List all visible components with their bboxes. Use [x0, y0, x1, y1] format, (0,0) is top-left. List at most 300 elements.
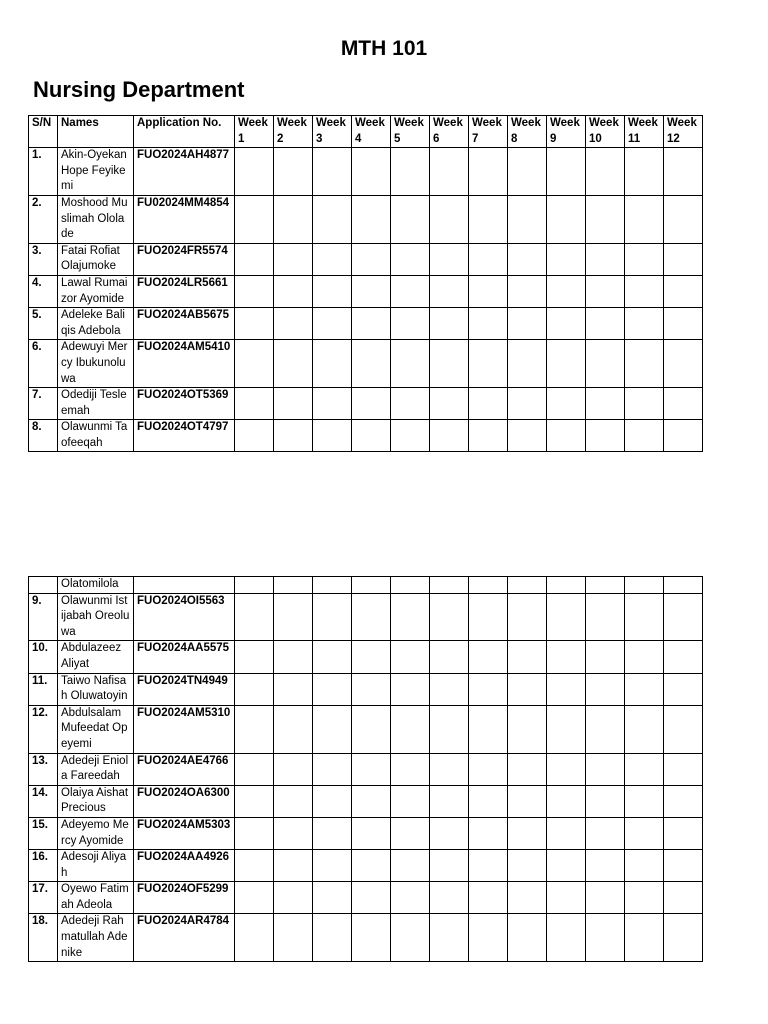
- week-cell: [547, 420, 586, 452]
- table-row: [29, 641, 703, 673]
- week-cell: [469, 593, 508, 641]
- week-cell: [391, 753, 430, 785]
- week-cell: [469, 195, 508, 243]
- week-cell: [547, 641, 586, 673]
- week-cell: [391, 275, 430, 307]
- header-week-5: Week 5: [391, 116, 430, 148]
- application-cell: FUO2024AE4766: [134, 753, 235, 785]
- week-cell: [352, 785, 391, 817]
- sn-cell: 2.: [29, 195, 58, 243]
- table-row: [29, 593, 703, 641]
- application-cell: FUO2024AB5675: [134, 308, 235, 340]
- week-cell: [313, 641, 352, 673]
- department-title: Nursing Department: [33, 77, 245, 102]
- sn-cell: 16.: [29, 850, 58, 882]
- sn-cell: 5.: [29, 308, 58, 340]
- week-cell: [430, 673, 469, 705]
- week-cell: [430, 705, 469, 753]
- week-cell: [625, 785, 664, 817]
- application-cell: FUO2024TN4949: [134, 673, 235, 705]
- application-cell: FU02024MM4854: [134, 195, 235, 243]
- sn-cell: 15.: [29, 817, 58, 849]
- application-cell: FUO2024FR5574: [134, 243, 235, 275]
- week-cell: [625, 673, 664, 705]
- week-cell: [664, 850, 703, 882]
- week-cell: [625, 850, 664, 882]
- week-cell: [352, 850, 391, 882]
- week-cell: [586, 593, 625, 641]
- week-cell: [235, 705, 274, 753]
- table-row: [29, 275, 703, 307]
- table-row: [29, 388, 703, 420]
- week-cell: [352, 243, 391, 275]
- week-cell: [391, 148, 430, 196]
- week-cell: [313, 243, 352, 275]
- week-cell: [430, 785, 469, 817]
- application-cell: FUO2024OT4797: [134, 420, 235, 452]
- week-cell: [274, 593, 313, 641]
- week-cell: [586, 577, 625, 594]
- sn-cell: 7.: [29, 388, 58, 420]
- week-cell: [664, 817, 703, 849]
- week-cell: [508, 195, 547, 243]
- week-cell: [352, 882, 391, 914]
- name-cell: Taiwo Nafisah Oluwatoyin: [58, 673, 134, 705]
- week-cell: [625, 275, 664, 307]
- week-cell: [430, 420, 469, 452]
- week-cell: [625, 195, 664, 243]
- week-cell: [664, 593, 703, 641]
- week-cell: [274, 195, 313, 243]
- week-cell: [430, 388, 469, 420]
- week-cell: [625, 148, 664, 196]
- week-cell: [586, 850, 625, 882]
- week-cell: [508, 340, 547, 388]
- week-cell: [352, 420, 391, 452]
- week-cell: [469, 753, 508, 785]
- week-cell: [664, 785, 703, 817]
- week-cell: [586, 420, 625, 452]
- week-cell: [469, 308, 508, 340]
- name-cell: Olawunmi Istijabah Oreoluwa: [58, 593, 134, 641]
- week-cell: [391, 420, 430, 452]
- table-row: [29, 705, 703, 753]
- table-row: [29, 420, 703, 452]
- week-cell: [430, 195, 469, 243]
- week-cell: [235, 641, 274, 673]
- week-cell: [547, 388, 586, 420]
- week-cell: [547, 275, 586, 307]
- week-cell: [235, 753, 274, 785]
- week-cell: [508, 850, 547, 882]
- header-week-1: Week 1: [235, 116, 274, 148]
- attendance-table-continued: [28, 576, 703, 962]
- week-cell: [469, 275, 508, 307]
- week-cell: [508, 243, 547, 275]
- week-cell: [586, 882, 625, 914]
- week-cell: [547, 850, 586, 882]
- table-row: [29, 340, 703, 388]
- week-cell: [547, 340, 586, 388]
- table-row: [29, 753, 703, 785]
- week-cell: [625, 705, 664, 753]
- week-cell: [352, 275, 391, 307]
- week-cell: [235, 673, 274, 705]
- week-cell: [274, 850, 313, 882]
- week-cell: [391, 785, 430, 817]
- week-cell: [274, 705, 313, 753]
- table-row: [29, 673, 703, 705]
- week-cell: [547, 753, 586, 785]
- sn-cell: 4.: [29, 275, 58, 307]
- week-cell: [313, 850, 352, 882]
- application-cell: FUO2024LR5661: [134, 275, 235, 307]
- week-cell: [313, 705, 352, 753]
- week-cell: [313, 148, 352, 196]
- week-cell: [430, 148, 469, 196]
- week-cell: [313, 577, 352, 594]
- week-cell: [586, 673, 625, 705]
- week-cell: [664, 705, 703, 753]
- week-cell: [625, 420, 664, 452]
- week-cell: [235, 577, 274, 594]
- name-cell: Moshood Muslimah Ololade: [58, 195, 134, 243]
- week-cell: [391, 195, 430, 243]
- week-cell: [313, 308, 352, 340]
- week-cell: [352, 705, 391, 753]
- week-cell: [430, 850, 469, 882]
- week-cell: [547, 914, 586, 962]
- week-cell: [313, 593, 352, 641]
- week-cell: [547, 785, 586, 817]
- week-cell: [586, 308, 625, 340]
- week-cell: [313, 420, 352, 452]
- week-cell: [586, 705, 625, 753]
- header-sn: S/N: [29, 116, 58, 148]
- week-cell: [235, 195, 274, 243]
- table-row: [29, 914, 703, 962]
- week-cell: [547, 673, 586, 705]
- week-cell: [547, 593, 586, 641]
- week-cell: [469, 673, 508, 705]
- sn-cell: [29, 577, 58, 594]
- name-cell: Adeleke Baliqis Adebola: [58, 308, 134, 340]
- name-cell: Adedeji Eniola Fareedah: [58, 753, 134, 785]
- week-cell: [664, 420, 703, 452]
- week-cell: [430, 882, 469, 914]
- sn-cell: 12.: [29, 705, 58, 753]
- header-week-3: Week 3: [313, 116, 352, 148]
- week-cell: [586, 641, 625, 673]
- header-week-6: Week 6: [430, 116, 469, 148]
- week-cell: [391, 641, 430, 673]
- week-cell: [469, 850, 508, 882]
- week-cell: [391, 882, 430, 914]
- week-cell: [469, 641, 508, 673]
- week-cell: [235, 148, 274, 196]
- name-cell: Abdulazeez Aliyat: [58, 641, 134, 673]
- week-cell: [391, 914, 430, 962]
- week-cell: [235, 308, 274, 340]
- header-week-10: Week 10: [586, 116, 625, 148]
- sn-cell: 6.: [29, 340, 58, 388]
- week-cell: [391, 673, 430, 705]
- week-cell: [508, 882, 547, 914]
- application-cell: [134, 577, 235, 594]
- sn-cell: 14.: [29, 785, 58, 817]
- header-week-9: Week 9: [547, 116, 586, 148]
- header-week-4: Week 4: [352, 116, 391, 148]
- table-row: [29, 882, 703, 914]
- week-cell: [274, 785, 313, 817]
- week-cell: [469, 420, 508, 452]
- week-cell: [547, 882, 586, 914]
- week-cell: [352, 148, 391, 196]
- week-cell: [586, 340, 625, 388]
- week-cell: [352, 340, 391, 388]
- week-cell: [235, 882, 274, 914]
- week-cell: [508, 308, 547, 340]
- week-cell: [235, 243, 274, 275]
- week-cell: [430, 914, 469, 962]
- application-cell: FUO2024AM5410: [134, 340, 235, 388]
- week-cell: [508, 275, 547, 307]
- week-cell: [664, 275, 703, 307]
- week-cell: [586, 753, 625, 785]
- week-cell: [508, 420, 547, 452]
- name-cell: Lawal Rumaizor Ayomide: [58, 275, 134, 307]
- application-cell: FUO2024OF5299: [134, 882, 235, 914]
- week-cell: [664, 340, 703, 388]
- week-cell: [469, 882, 508, 914]
- week-cell: [391, 817, 430, 849]
- table-row: [29, 785, 703, 817]
- table-row: [29, 850, 703, 882]
- week-cell: [625, 882, 664, 914]
- week-cell: [352, 308, 391, 340]
- week-cell: [235, 388, 274, 420]
- week-cell: [586, 388, 625, 420]
- table-row: [29, 243, 703, 275]
- week-cell: [664, 753, 703, 785]
- week-cell: [664, 882, 703, 914]
- sn-cell: 10.: [29, 641, 58, 673]
- header-application-no: Application No.: [134, 116, 235, 148]
- week-cell: [274, 340, 313, 388]
- application-cell: FUO2024AR4784: [134, 914, 235, 962]
- name-cell: Abdulsalam Mufeedat Opeyemi: [58, 705, 134, 753]
- week-cell: [391, 340, 430, 388]
- name-cell: Olawunmi Taofeeqah: [58, 420, 134, 452]
- week-cell: [469, 340, 508, 388]
- week-cell: [664, 243, 703, 275]
- week-cell: [664, 673, 703, 705]
- week-cell: [469, 243, 508, 275]
- table-row: [29, 195, 703, 243]
- week-cell: [313, 340, 352, 388]
- week-cell: [391, 308, 430, 340]
- week-cell: [586, 148, 625, 196]
- week-cell: [625, 914, 664, 962]
- week-cell: [391, 850, 430, 882]
- week-cell: [508, 593, 547, 641]
- week-cell: [664, 195, 703, 243]
- name-cell: Olatomilola: [58, 577, 134, 594]
- sn-cell: 8.: [29, 420, 58, 452]
- week-cell: [274, 275, 313, 307]
- week-cell: [430, 817, 469, 849]
- week-cell: [625, 243, 664, 275]
- name-cell: Adeyemo Mercy Ayomide: [58, 817, 134, 849]
- header-week-2: Week 2: [274, 116, 313, 148]
- sn-cell: 13.: [29, 753, 58, 785]
- week-cell: [547, 148, 586, 196]
- week-cell: [547, 577, 586, 594]
- week-cell: [235, 420, 274, 452]
- week-cell: [625, 817, 664, 849]
- sn-cell: 11.: [29, 673, 58, 705]
- week-cell: [664, 308, 703, 340]
- name-cell: Odediji Tesleemah: [58, 388, 134, 420]
- week-cell: [469, 914, 508, 962]
- week-cell: [547, 243, 586, 275]
- week-cell: [664, 577, 703, 594]
- header-row: [29, 116, 703, 148]
- week-cell: [547, 195, 586, 243]
- week-cell: [625, 308, 664, 340]
- sn-cell: 9.: [29, 593, 58, 641]
- week-cell: [430, 275, 469, 307]
- week-cell: [352, 577, 391, 594]
- week-cell: [508, 785, 547, 817]
- application-cell: FUO2024OI5563: [134, 593, 235, 641]
- week-cell: [508, 817, 547, 849]
- week-cell: [547, 308, 586, 340]
- week-cell: [274, 914, 313, 962]
- week-cell: [469, 388, 508, 420]
- week-cell: [352, 388, 391, 420]
- week-cell: [391, 705, 430, 753]
- week-cell: [625, 753, 664, 785]
- week-cell: [625, 593, 664, 641]
- week-cell: [313, 388, 352, 420]
- week-cell: [469, 577, 508, 594]
- sn-cell: 17.: [29, 882, 58, 914]
- week-cell: [625, 388, 664, 420]
- week-cell: [352, 673, 391, 705]
- week-cell: [313, 673, 352, 705]
- week-cell: [313, 882, 352, 914]
- week-cell: [430, 593, 469, 641]
- week-cell: [274, 673, 313, 705]
- week-cell: [274, 577, 313, 594]
- week-cell: [508, 673, 547, 705]
- week-cell: [274, 420, 313, 452]
- table-row: [29, 308, 703, 340]
- week-cell: [391, 243, 430, 275]
- week-cell: [235, 914, 274, 962]
- sn-cell: 18.: [29, 914, 58, 962]
- week-cell: [625, 340, 664, 388]
- week-cell: [547, 817, 586, 849]
- week-cell: [469, 785, 508, 817]
- week-cell: [352, 195, 391, 243]
- week-cell: [235, 850, 274, 882]
- week-cell: [313, 753, 352, 785]
- week-cell: [313, 275, 352, 307]
- week-cell: [664, 641, 703, 673]
- sn-cell: 1.: [29, 148, 58, 196]
- week-cell: [469, 817, 508, 849]
- header-week-12: Week 12: [664, 116, 703, 148]
- application-cell: FUO2024AA5575: [134, 641, 235, 673]
- week-cell: [430, 641, 469, 673]
- week-cell: [352, 641, 391, 673]
- attendance-table: [28, 115, 703, 452]
- week-cell: [235, 275, 274, 307]
- week-cell: [430, 340, 469, 388]
- week-cell: [274, 641, 313, 673]
- week-cell: [274, 388, 313, 420]
- week-cell: [664, 148, 703, 196]
- week-cell: [313, 195, 352, 243]
- week-cell: [469, 148, 508, 196]
- week-cell: [586, 275, 625, 307]
- week-cell: [430, 308, 469, 340]
- application-cell: FUO2024AH4877: [134, 148, 235, 196]
- application-cell: FUO2024OA6300: [134, 785, 235, 817]
- name-cell: Fatai Rofiat Olajumoke: [58, 243, 134, 275]
- week-cell: [235, 817, 274, 849]
- week-cell: [352, 914, 391, 962]
- week-cell: [352, 753, 391, 785]
- name-cell: Oyewo Fatimah Adeola: [58, 882, 134, 914]
- week-cell: [430, 577, 469, 594]
- name-cell: Akin-Oyekan Hope Feyikemi: [58, 148, 134, 196]
- application-cell: FUO2024AM5303: [134, 817, 235, 849]
- course-title: MTH 101: [340, 37, 428, 60]
- table-row: [29, 148, 703, 196]
- header-names: Names: [58, 116, 134, 148]
- week-cell: [352, 593, 391, 641]
- week-cell: [352, 817, 391, 849]
- week-cell: [508, 705, 547, 753]
- application-cell: FUO2024AA4926: [134, 850, 235, 882]
- week-cell: [274, 817, 313, 849]
- week-cell: [274, 243, 313, 275]
- week-cell: [508, 577, 547, 594]
- continuation-row: [29, 577, 703, 594]
- header-week-11: Week 11: [625, 116, 664, 148]
- week-cell: [391, 593, 430, 641]
- week-cell: [586, 914, 625, 962]
- name-cell: Olaiya Aishat Precious: [58, 785, 134, 817]
- week-cell: [313, 914, 352, 962]
- week-cell: [274, 308, 313, 340]
- week-cell: [430, 243, 469, 275]
- header-week-7: Week 7: [469, 116, 508, 148]
- week-cell: [508, 753, 547, 785]
- week-cell: [508, 388, 547, 420]
- week-cell: [508, 148, 547, 196]
- week-cell: [508, 641, 547, 673]
- week-cell: [235, 785, 274, 817]
- week-cell: [274, 882, 313, 914]
- week-cell: [508, 914, 547, 962]
- week-cell: [586, 785, 625, 817]
- week-cell: [430, 753, 469, 785]
- week-cell: [625, 577, 664, 594]
